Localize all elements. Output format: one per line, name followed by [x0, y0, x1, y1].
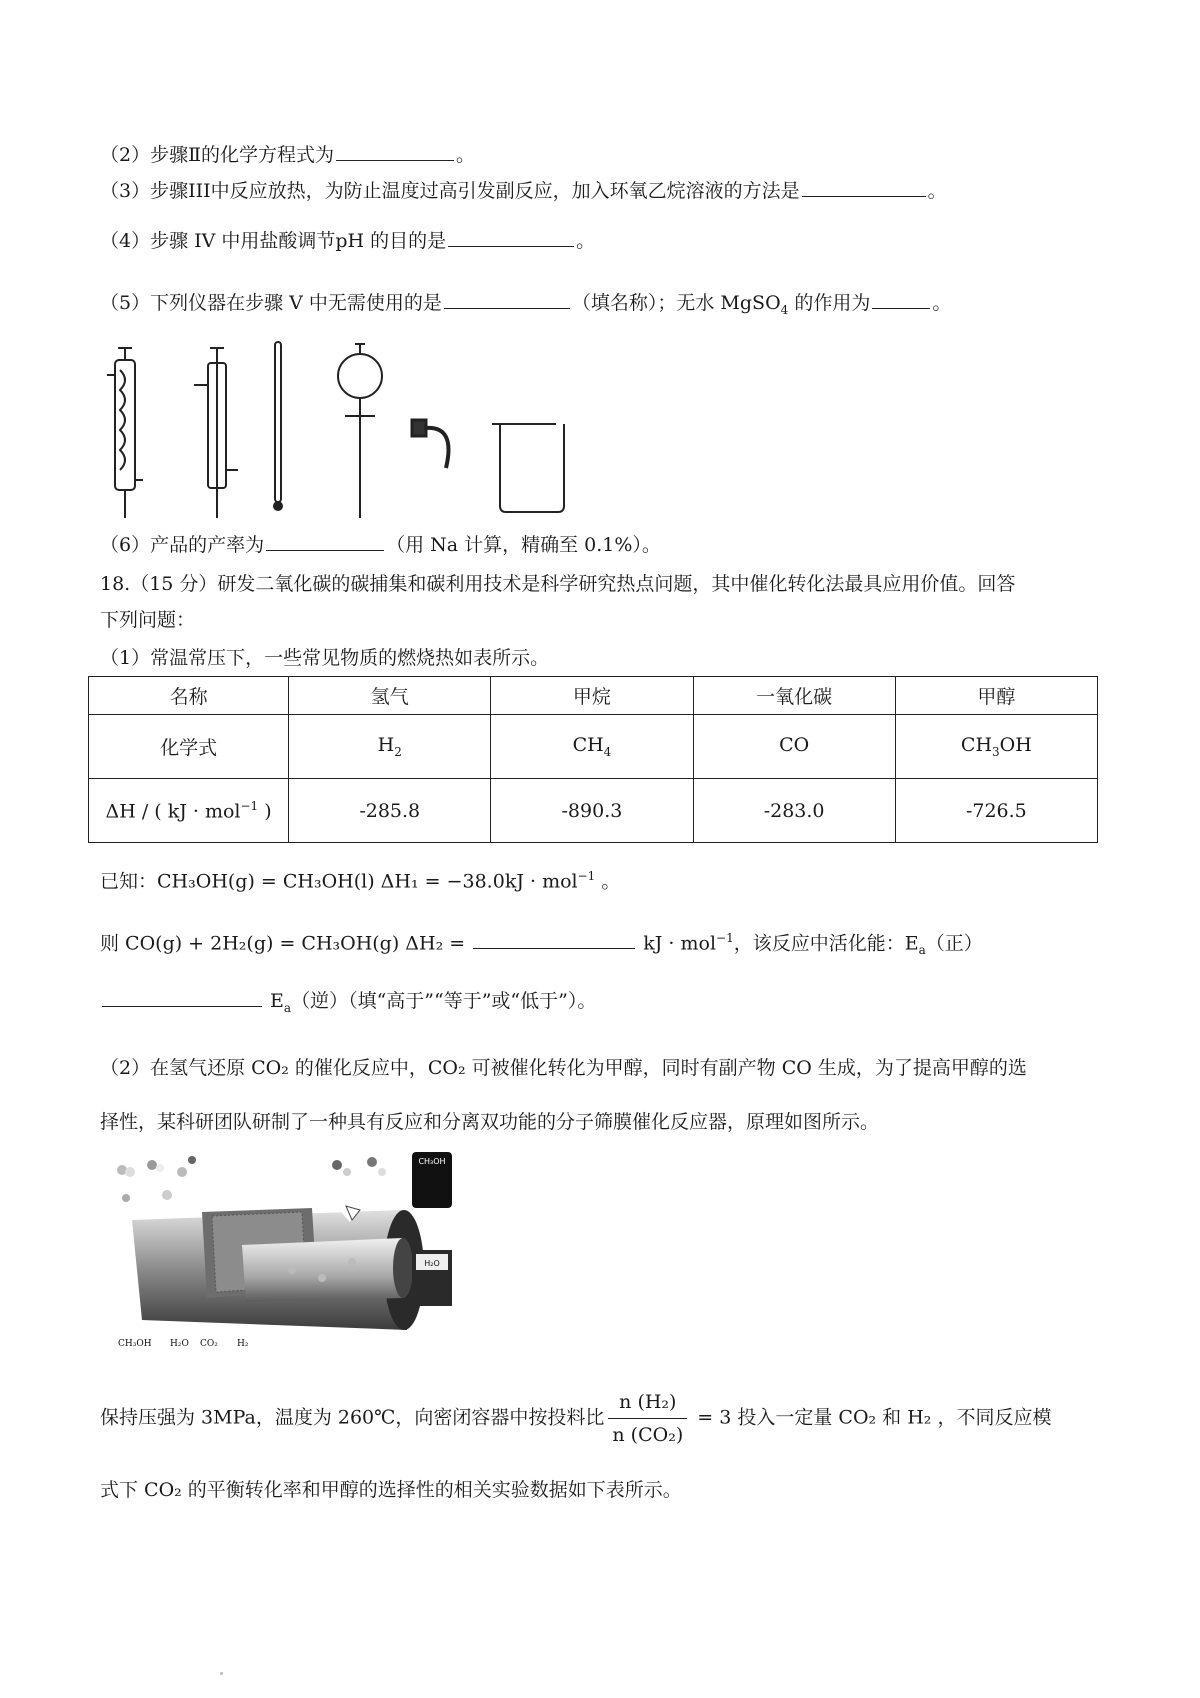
straight-condenser-icon [194, 348, 238, 518]
superscript: −1 [577, 869, 596, 883]
q17-part4 [100, 226, 595, 255]
label-text: ) [258, 800, 272, 823]
q17-part6 [100, 530, 661, 559]
legend-label: CO₂ [200, 1339, 218, 1349]
lab-apparatus-figure [100, 340, 640, 520]
condition-line2: 式下 CO₂ 的平衡转化率和甲醇的选择性的相关实验数据如下表所示。 [100, 1479, 682, 1501]
rubber-tube-icon [412, 420, 449, 468]
superscript: −1 [240, 798, 259, 813]
subscript: 2 [394, 744, 402, 759]
table-row-label [89, 779, 289, 843]
thermometer-icon [274, 342, 282, 510]
table-row-label: 化学式 [89, 715, 289, 779]
tank-label: CH₃OH [418, 1157, 446, 1166]
legend-label: H₂O [170, 1339, 189, 1349]
combustion-heat-table [88, 676, 1098, 843]
q18-part1: （1）常温常压下，一些常见物质的燃烧热如表所示。 [100, 647, 550, 669]
label-text: ΔH / ( kJ · mol [105, 800, 241, 823]
subscript: 4 [780, 302, 789, 317]
question-text: 保持压强为 3MPa，温度为 260℃，向密闭容器中按投料比 [100, 1406, 605, 1429]
table-row [89, 715, 1098, 779]
question-text: （3）步骤III中反应放热，为防止温度过高引发副反应，加入环氧乙烷溶液的方法是 [100, 180, 800, 202]
reactor-inner-tube [242, 1238, 413, 1302]
table-header-cell: 名称 [89, 677, 289, 715]
q17-part5 [100, 288, 951, 324]
punctuation: 。 [595, 870, 621, 893]
fraction-numerator: n (H₂) [608, 1388, 687, 1419]
table-header-cell: 甲烷 [491, 677, 693, 715]
question-text: （用 Na 计算，精确至 0.1%）。 [386, 534, 661, 556]
punctuation: 。 [927, 180, 947, 202]
question-text: = 3 投入一定量 CO₂ 和 H₂ ，不同反应模 [691, 1406, 1052, 1429]
punctuation: 。 [456, 144, 476, 166]
unit: kJ · mol [643, 932, 717, 955]
q18-part2-line2: 择性，某科研团队研制了一种具有反应和分离双功能的分子筛膜催化反应器，原理如图所示。 [100, 1111, 880, 1133]
fraction-denominator: n (CO₂) [612, 1424, 684, 1446]
question-text: ，该反应中活化能： [733, 932, 905, 955]
answer-blank[interactable] [872, 288, 930, 309]
table-header-cell: 一氧化碳 [693, 677, 895, 715]
subscript: 4 [603, 744, 612, 759]
q17-part3 [100, 176, 947, 205]
q18-intro-line1: 18.（15 分）研发二氧化碳的碳捕集和碳利用技术是科学研究热点问题，其中催化转化法最具应用价值。回答 [100, 573, 1016, 595]
question-text: （6）产品的产率为 [100, 534, 265, 556]
formula: CO [779, 734, 810, 757]
table-cell: -726.5 [895, 779, 1097, 843]
question-text: （正） [925, 932, 983, 955]
known-equation [100, 862, 620, 895]
formula: H [377, 734, 395, 757]
punctuation: 。 [576, 230, 596, 252]
formula: OH [999, 734, 1032, 757]
answer-blank[interactable] [266, 530, 384, 551]
bulb-condenser-icon [107, 348, 143, 518]
feed-ratio-fraction [608, 1388, 687, 1449]
punctuation: 。 [932, 292, 952, 314]
activation-energy-symbol: E [904, 932, 919, 955]
table-header-row [89, 677, 1098, 715]
table-cell [491, 715, 693, 779]
answer-blank[interactable] [448, 226, 574, 247]
membrane-reactor-figure [112, 1150, 482, 1350]
separatory-funnel-icon [338, 344, 382, 518]
table-cell: -283.0 [693, 779, 895, 843]
table-cell: -285.8 [289, 779, 491, 843]
water-tank-icon [412, 1250, 452, 1306]
methanol-tank-icon [412, 1152, 452, 1208]
question-text: 的作用为 [788, 292, 871, 314]
question-text: （5）下列仪器在步骤 V 中无需使用的是 [100, 292, 442, 314]
question-text: （填名称）；无水 MgSO [571, 292, 781, 314]
q18-intro-line2: 下列问题： [100, 609, 196, 631]
then-equation-line2 [100, 986, 596, 1022]
q18-part2-line1: （2）在氢气还原 CO₂ 的催化反应中，CO₂ 可被催化转化为甲醇，同时有副产物 CO 生成，为了提高甲醇的选 [100, 1057, 1027, 1079]
table-header-cell: 氢气 [289, 677, 491, 715]
answer-blank[interactable] [102, 986, 262, 1007]
question-text: （2）步骤Ⅱ的化学方程式为 [100, 144, 335, 166]
table-header-cell: 甲醇 [895, 677, 1097, 715]
table-row [89, 779, 1098, 843]
equation: 则 CO(g) + 2H₂(g) = CH₃OH(g) ΔH₂ = [100, 932, 472, 955]
table-cell [693, 715, 895, 779]
answer-blank[interactable] [444, 288, 570, 309]
superscript: −1 [716, 931, 734, 945]
formula: CH [960, 734, 993, 757]
page-mark [220, 1672, 223, 1675]
table-cell: -890.3 [491, 779, 693, 843]
answer-blank[interactable] [802, 176, 926, 197]
answer-blank[interactable] [473, 928, 635, 949]
table-cell [289, 715, 491, 779]
subscript: 3 [992, 744, 1000, 759]
formula: CH [572, 734, 604, 757]
q17-part2 [100, 140, 475, 169]
question-text: （4）步骤 IV 中用盐酸调节pH 的目的是 [100, 230, 447, 252]
question-text: 已知： [100, 870, 158, 893]
activation-energy-symbol: E [270, 990, 284, 1012]
subscript: a [918, 943, 926, 958]
condition-line [100, 1388, 1051, 1449]
beaker-icon [492, 424, 564, 512]
table-cell [895, 715, 1097, 779]
then-equation [100, 924, 983, 964]
question-text: （逆）（填“高于”“等于”或“低于”）。 [291, 990, 597, 1012]
equation: CH₃OH(g) = CH₃OH(l) ΔH₁ = −38.0kJ · mol [157, 870, 578, 893]
legend-label: H₂ [237, 1339, 249, 1349]
subscript: a [283, 1000, 292, 1015]
answer-blank[interactable] [336, 140, 454, 161]
tank-label: H₂O [424, 1259, 440, 1268]
legend-label: CH₃OH [118, 1339, 152, 1349]
